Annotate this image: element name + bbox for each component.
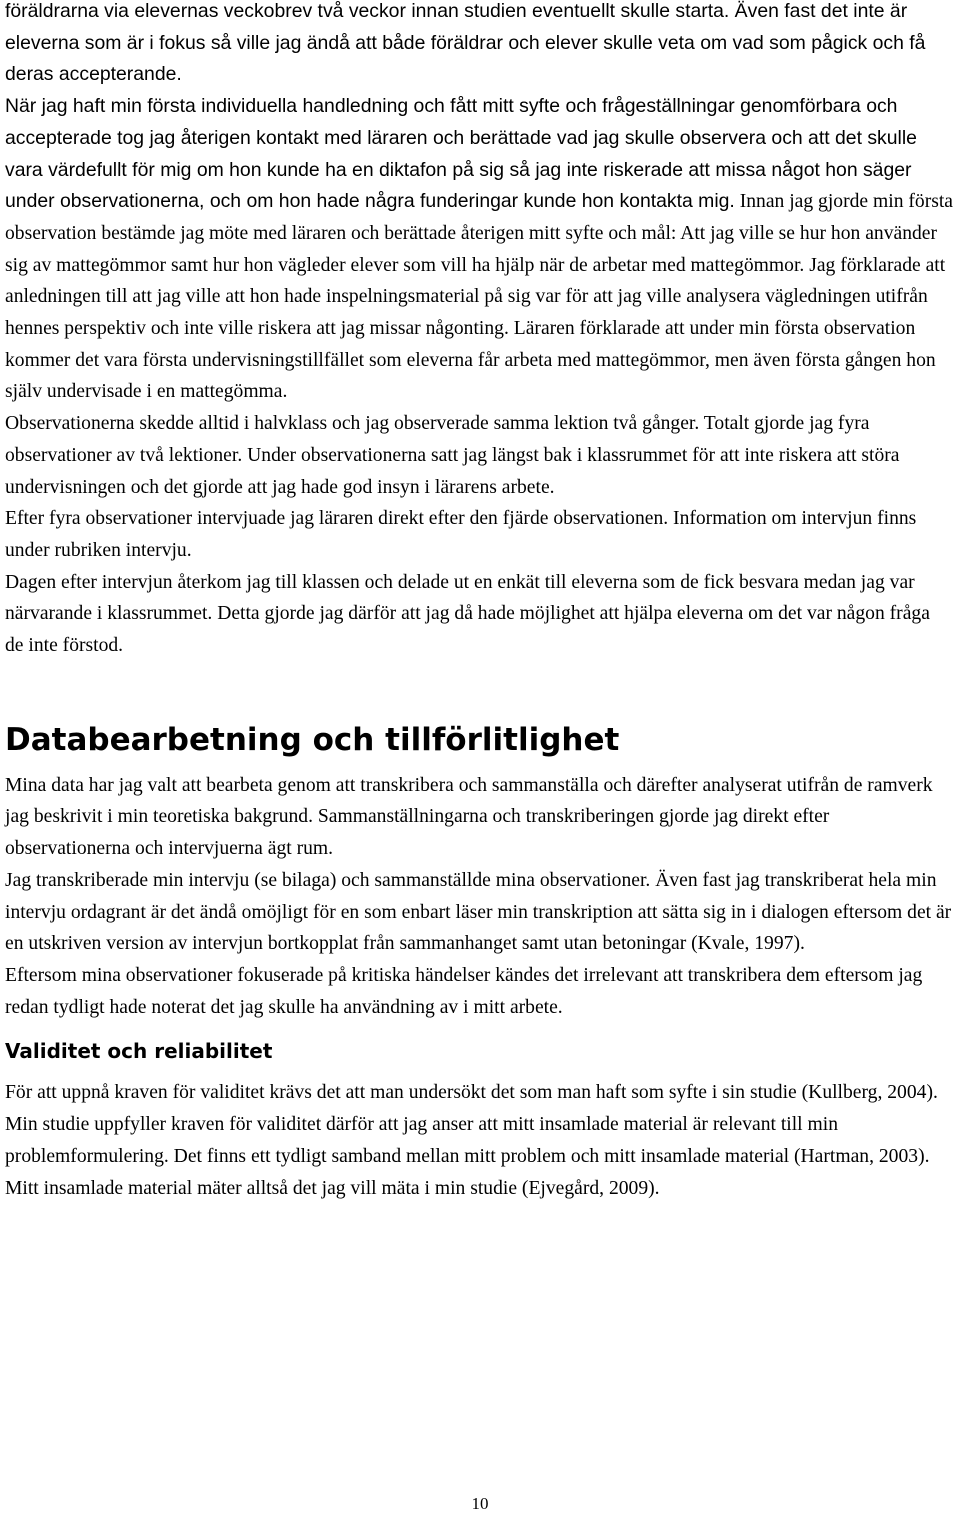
paragraph-interview: Efter fyra observationer intervjuade jag läraren direkt efter den fjärde observationen. Information om intervjun finns under rubriken intervju.: [5, 508, 917, 561]
paragraph-data-processing: Mina data har jag valt att bearbeta genom att transkribera och sammanställa och därefter analyserat utifrån de ramverk jag beskrivit i min teoretiska bakgrund. Sammanställningarna och transkriberingen gjorde jag direkt efter observationerna och intervjuerna ägt rum.: [5, 774, 933, 860]
paragraph-validity-definition: För att uppnå kraven för validitet krävs det att man undersökt det som man haft som syfte i sin studie (Kullberg, 2004).: [5, 1082, 938, 1104]
paragraph-survey: Dagen efter intervjun återkom jag till klassen och delade ut en enkät till eleverna som de fick besvara medan jag var närvarande i klassrummet. Detta gjorde jag därför att jag då hade möjlighet att hjälpa eleverna om det var någon fråga de inte förstod.: [5, 571, 930, 657]
document-page: [5, 0, 953, 1204]
paragraph-observations: Observationerna skedde alltid i halvklass och jag observerade samma lektion två gånger. Totalt gjorde jag fyra observationer av två lektioner. Under observationerna satt jag längst bak i klassrummet för att inte riskera att störa undervisningen och det gjorde att jag hade god insyn i lärarens arbete.: [5, 413, 900, 498]
section-heading: Databearbetning och tillförlitlighet: [5, 721, 620, 758]
paragraph-observation-preparation-serif-part: Innan jag gjorde min första observation bestämde jag möte med läraren och berättade återigen mitt syfte och mål: Att jag ville se hur hon använder sig av mattegömmor samt hur hon vägleder elever som vill ha hjälp när de arbetar med mattegömmor. Jag förklarade att anledningen till att jag ville att hon hade inspelningsmaterial på sig var för att jag ville analysera vägledningen utifrån hennes perspektiv och inte ville riskera att jag missar någonting. Läraren förklarade att under min första observation kommer det vara första undervisningstillfället som eleverna får arbeta med mattegömmor, men även första gången hon själv undervisade i en mattegömma.: [5, 191, 954, 403]
paragraph-critical-events: Eftersom mina observationer fokuserade på kritiska händelser kändes det irrelevant att transkribera dem eftersom jag redan tydligt hade noterat det jag skulle ha användning av i mitt arbete.: [5, 964, 923, 1018]
paragraph-observation-preparation: [5, 91, 953, 408]
page-number: 10: [471, 1494, 489, 1513]
subsection-heading: Validitet och reliabilitet: [5, 1039, 273, 1064]
paragraph-transcription: Jag transkriberade min intervju (se bilaga) och sammanställde mina observationer. Även fast jag transkriberat hela min intervju ordagrant är det ändå omöjligt för en som enbart läser min transkription att sätta sig in i dialogen eftersom det är en utskriven version av intervjun bortkopplat från sammanhanget samt utan betoningar (Kvale, 1997).: [5, 869, 952, 955]
paragraph-validity-fulfilment: Min studie uppfyller kraven för validitet därför att jag anser att mitt insamlade material är relevant till min problemformulering. Det finns ett tydligt samband mellan mitt problem och mitt insamlade material (Hartman, 2003). Mitt insamlade material mäter alltså det jag vill mäta i min studie (Ejvegård, 2009).: [5, 1114, 930, 1199]
paragraph-observation-preparation-sans-part: När jag haft min första individuella handledning och fått mitt syfte och frågeställningar genomförbara och accepterade tog jag återigen kontakt med läraren och berättade vad jag skulle observera och att det skulle vara värdefullt för mig om hon kunde ha en diktafon på sig så jag inte riskerade att missa något hon säger under observationerna, och om hon hade några funderingar kunde hon kontakta mig.: [5, 95, 917, 213]
paragraph-fragment: föräldrarna via elevernas veckobrev två veckor innan studien eventuellt skulle starta. Även fast det inte är eleverna som är i fokus så ville jag ändå att både föräldrar och elever skulle veta om vad som pågick och få deras accepterande.: [5, 0, 926, 86]
